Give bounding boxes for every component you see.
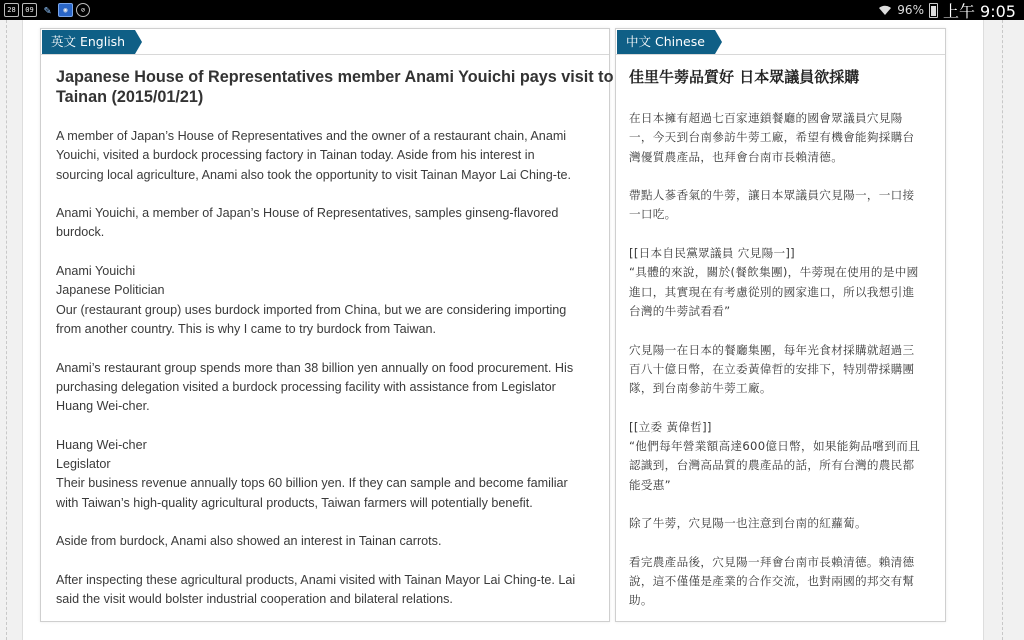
paragraph-line: Our (restaurant group) uses burdock imported from China, but we are considering importing xyxy=(56,302,567,317)
paragraph-line: Legislator xyxy=(56,457,111,472)
paragraph-line: burdock. xyxy=(56,225,105,240)
chinese-title: 佳里牛蒡品質好 日本眾議員欲採購 xyxy=(629,68,860,86)
english-title-line: Japanese House of Representatives member Anami Youichi pays visit to xyxy=(56,68,614,86)
english-panel xyxy=(40,28,614,622)
paragraph-line: Anami Youichi xyxy=(56,264,136,279)
paragraph-line: A member of Japan’s House of Representatives and the owner of a restaurant chain, Anami xyxy=(56,129,567,143)
status-system xyxy=(878,0,1016,22)
paragraph-line: said the visit would bolster industrial cooperation and bilateral relations. xyxy=(56,592,453,607)
paragraph-line: 進口，其實現在有考慮從別的國家進口，所以我想引進 xyxy=(629,284,915,299)
english-body xyxy=(56,127,591,609)
paragraph-line: 助。 xyxy=(629,593,653,608)
article-paragraph xyxy=(56,571,591,610)
paragraph-line: “他們每年營業額高達600億日幣，如果能夠品嚐到而且 xyxy=(629,439,920,454)
status-bar xyxy=(0,0,1024,20)
paragraph-line: 一，今天到台南參訪牛蒡工廠，希望有機會能夠採購台 xyxy=(629,130,915,145)
paragraph-line: “具體的來說，關於(餐飲集團)，牛蒡現在使用的是中國 xyxy=(629,265,919,280)
battery-icon xyxy=(929,3,938,18)
article-paragraph xyxy=(629,186,934,225)
paragraph-line: 帶點人蔘香氣的牛蒡，讓日本眾議員穴見陽一，一口接 xyxy=(629,188,915,203)
notification-09-icon: 09 xyxy=(22,3,37,17)
article-paragraph xyxy=(629,109,934,167)
english-article xyxy=(56,67,614,629)
compass-icon: ⊘ xyxy=(76,3,90,17)
paragraph-line: 看完農產品後，穴見陽一拜會台南市長賴清德。賴清德 xyxy=(629,554,915,569)
paragraph-line: with Taiwan’s high-quality agricultural products, Taiwan farmers will potentially benefit. xyxy=(56,495,533,510)
chinese-article xyxy=(629,67,934,630)
notification-28-icon: 28 xyxy=(4,3,19,17)
article-paragraph xyxy=(629,514,934,533)
paragraph-line: 除了牛蒡，穴見陽一也注意到台南的紅蘿蔔。 xyxy=(629,516,867,531)
english-tab[interactable]: 英文 English xyxy=(42,30,135,54)
article-paragraph xyxy=(56,262,591,339)
paragraph-line: 灣優質農產品，也拜會台南市長賴清德。 xyxy=(629,149,844,164)
article-paragraph xyxy=(56,127,591,185)
paragraph-line: [[日本自民黨眾議員 穴見陽一]] xyxy=(629,246,796,261)
paragraph-line: 百八十億日幣，在立委黃偉哲的安排下，特別帶採購團 xyxy=(629,361,915,376)
article-paragraph xyxy=(56,532,591,551)
paragraph-line: 在日本擁有超過七百家連鎖餐廳的國會眾議員穴見陽 xyxy=(629,111,903,125)
paragraph-line: Anami’s restaurant group spends more than 38 billion yen annually on food procurement. His xyxy=(56,360,574,375)
article-paragraph xyxy=(56,359,591,417)
paragraph-line: 認識到，台灣高品質的農產品的話，所有台灣的農民都 xyxy=(629,458,915,473)
article-paragraph xyxy=(629,341,934,399)
paragraph-line: Huang Wei-cher xyxy=(56,437,147,452)
paragraph-line: After inspecting these agricultural products, Anami visited with Tainan Mayor Lai Ching-te. Lai xyxy=(56,572,576,587)
paragraph-line: Youichi, visited a burdock processing factory in Tainan today. Aside from his interest in xyxy=(56,148,535,163)
paragraph-line: Anami Youichi, a member of Japan’s House of Representatives, samples ginseng-flavored xyxy=(56,206,559,221)
english-tab-rule xyxy=(41,54,609,55)
paragraph-line: 一口吃。 xyxy=(629,207,677,222)
wifi-icon xyxy=(878,4,892,16)
english-title-line: Tainan (2015/01/21) xyxy=(56,88,204,106)
paragraph-line: 台灣的牛蒡試看看” xyxy=(629,303,731,318)
left-guide-line xyxy=(6,20,7,640)
chinese-tab[interactable]: 中文 Chinese xyxy=(617,30,715,54)
paragraph-line: 穴見陽一在日本的餐廳集團，每年光食材採購就超過三 xyxy=(629,342,915,357)
article-paragraph xyxy=(629,244,934,321)
article-paragraph xyxy=(56,436,591,513)
app-notification-icon: ◉ xyxy=(58,3,73,17)
right-guide-line xyxy=(1002,20,1003,640)
paragraph-line: sourcing local agriculture, Anami also took the opportunity to visit Tainan Mayor Lai Ching-te. xyxy=(56,167,571,182)
chinese-body xyxy=(629,109,934,611)
clock: 上午 9:05 xyxy=(942,1,1016,21)
article-paragraph xyxy=(629,418,934,495)
paragraph-line: Huang Wei-cher. xyxy=(56,399,150,414)
paragraph-line: Their business revenue annually tops 60 billion yen. If they can sample and become familiar xyxy=(56,476,568,491)
chinese-tab-rule xyxy=(616,54,945,55)
paragraph-line: 隊，到台南參訪牛蒡工廠。 xyxy=(629,381,772,396)
battery-percent: 96% xyxy=(897,3,924,17)
paragraph-line: 能受惠” xyxy=(629,477,671,492)
paragraph-line: Aside from burdock, Anami also showed an interest in Tainan carrots. xyxy=(56,534,442,549)
paragraph-line: 說，這不僅僅是產業的合作交流，也對兩國的邦交有幫 xyxy=(629,574,915,589)
english-title xyxy=(56,67,614,107)
paragraph-line: from another country. This is why I came to try burdock from Taiwan. xyxy=(56,321,437,336)
chinese-panel xyxy=(615,28,946,622)
article-paragraph xyxy=(56,204,591,243)
edit-pencil-icon: ✎ xyxy=(43,3,52,17)
paragraph-line: Japanese Politician xyxy=(56,283,165,298)
paragraph-line: purchasing delegation visited a burdock processing facility with assistance from Legislator xyxy=(56,379,556,394)
paragraph-line: [[立委 黃偉哲]] xyxy=(629,419,712,434)
status-notifications xyxy=(4,3,90,17)
article-paragraph xyxy=(629,553,934,611)
